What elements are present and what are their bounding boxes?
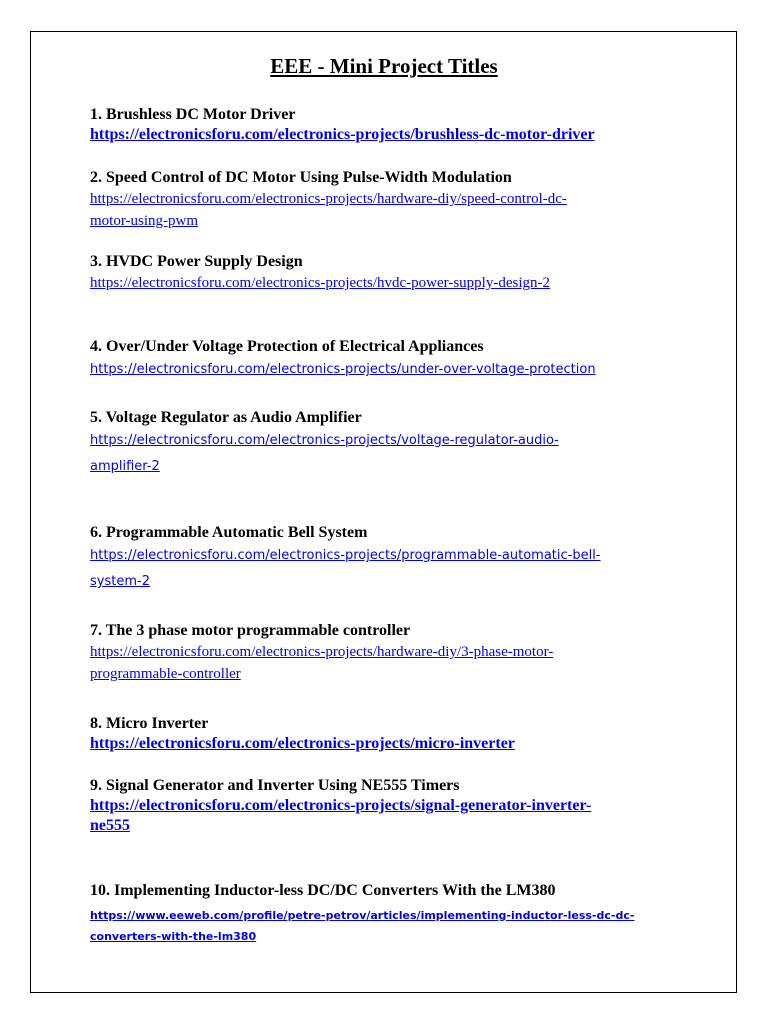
document-title: EEE - Mini Project Titles [270, 54, 498, 78]
project-title-5: 5. Voltage Regulator as Audio Amplifier [90, 409, 362, 426]
project-item-8 [90, 714, 670, 754]
project-link-3[interactable]: https://electronicsforu.com/electronics-projects/hvdc-power-supply-design-2 [90, 275, 550, 291]
project-link-1[interactable]: https://electronicsforu.com/electronics-projects/brushless-dc-motor-driver [90, 126, 595, 143]
project-title-9: 9. Signal Generator and Inverter Using NE555 Timers [90, 777, 460, 794]
project-link-8[interactable]: https://electronicsforu.com/electronics-projects/micro-inverter [90, 735, 515, 752]
project-title-7: 7. The 3 phase motor programmable controller [90, 622, 411, 639]
project-title-1: 1. Brushless DC Motor Driver [90, 106, 296, 123]
project-item-2 [90, 168, 670, 232]
project-item-7 [90, 621, 670, 685]
project-link-9[interactable]: https://electronicsforu.com/electronics-projects/signal-generator-inverter- ne555 [90, 797, 592, 834]
project-title-10: 10. Implementing Inductor-less DC/DC Converters With the LM380 [90, 882, 556, 899]
project-title-2: 2. Speed Control of DC Motor Using Pulse-Width Modulation [90, 169, 512, 186]
project-link-6[interactable]: https://electronicsforu.com/electronics-projects/programmable-automatic-bell- system-2 [90, 548, 601, 589]
project-link-7[interactable]: https://electronicsforu.com/electronics-projects/hardware-diy/3-phase-motor- programmable-controller [90, 644, 554, 682]
project-item-9 [90, 776, 670, 836]
project-title-6: 6. Programmable Automatic Bell System [90, 524, 368, 541]
project-title-8: 8. Micro Inverter [90, 715, 209, 732]
project-link-10[interactable]: https://www.eeweb.com/profile/petre-petrov/articles/implementing-inductor-less-dc-dc- converters-with-the-lm380 [90, 909, 635, 943]
project-item-3 [90, 252, 670, 294]
project-item-6 [90, 523, 670, 595]
project-item-4 [90, 337, 670, 383]
project-title-4: 4. Over/Under Voltage Protection of Electrical Appliances [90, 338, 484, 355]
project-title-3: 3. HVDC Power Supply Design [90, 253, 303, 270]
project-link-2[interactable]: https://electronicsforu.com/electronics-projects/hardware-diy/speed-control-dc- motor-using-pwm [90, 191, 567, 229]
project-link-5[interactable]: https://electronicsforu.com/electronics-projects/voltage-regulator-audio- amplifier-2 [90, 433, 559, 474]
project-item-1 [90, 105, 670, 145]
project-link-4[interactable]: https://electronicsforu.com/electronics-projects/under-over-voltage-protection [90, 362, 596, 377]
project-item-10 [90, 881, 670, 947]
project-item-5 [90, 408, 670, 480]
